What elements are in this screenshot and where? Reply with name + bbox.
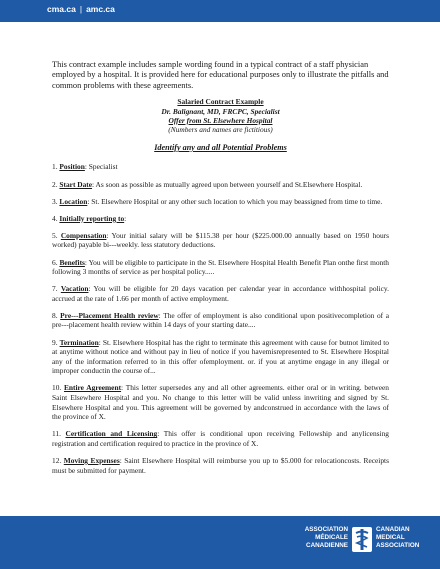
contract-doctor: Dr. Balignant, MD, FRCPC, Specialist (161, 106, 280, 116)
clause-item (52, 383, 389, 421)
clause-text: : As soon as possible as mutually agreed upon between yourself and St.Elsewhere Hospital. (92, 179, 363, 189)
header-links (47, 4, 115, 14)
clause-text: : St. Elsewhere Hospital has the right to terminate this agreement with cause for butnot limited to at anytime without notice and without pay in lieu of notice if you havemisrepresented to St. Elsewhere Hospital any of the information referred to in this offer ofemployment. or. if you at anytime engage in any illegal or improper conductin the course of... (52, 337, 389, 376)
clause-text: : You will be eligible to participate in the St. Elsewhere Hospital Health Benefit Plan onthe first month following 3 months of service as per hospital policy..... (52, 257, 389, 277)
contract-note: (Numbers and names are fictitious) (168, 125, 273, 135)
clause-heading: Benefits (59, 257, 85, 267)
clause-heading: Compensation (60, 230, 107, 240)
clause-item (52, 197, 389, 207)
clause-heading: Initially reporting to (59, 213, 125, 223)
clause-text: : This letter supersedes any and all other agreements. either oral or in writing. between Saint Elsewhere Hospital and you. No change to this letter will be valid unless inwriting and signed by St. Elsewhere Hospital and you. This agreement will be governed by andconstrued in accordance with the laws of the province of X. (52, 383, 389, 422)
clause-heading: Entire Agreement (63, 383, 122, 393)
footer-logo-english (376, 526, 438, 550)
footer-left-line2: MÉDICALE (315, 534, 348, 541)
clause-number: 3. (52, 196, 58, 206)
document-body (52, 60, 389, 483)
clause-item (52, 456, 389, 475)
clause-item (52, 214, 389, 224)
clause-item (52, 284, 389, 303)
clause-list (52, 162, 389, 475)
intro-paragraph: This contract example includes sample wording found in a typical contract of a staff physician employed by a hospital. It is provided here for educational purposes only to illustrate the pitfalls and common problems with these agreements. (52, 60, 389, 90)
footer-right-line1: CANADIAN (376, 526, 410, 533)
clause-heading: Certification and Licensing (65, 429, 158, 439)
clause-heading: Pre---Placement Health review (60, 310, 159, 320)
clause-number: 4. (52, 213, 58, 223)
caduceus-emblem-icon (351, 526, 373, 553)
clause-text: : The offer of employment is also conditional upon positivecompletion of a pre---placement health review within 14 days of your starting date.... (52, 310, 389, 330)
amc-link[interactable]: amc.ca (86, 4, 115, 14)
clause-item (52, 429, 389, 448)
clause-text: : Saint Elsewhere Hospital will reimburse you up to $5.000 for relocationcosts. Receipts must be submitted for payment. (52, 456, 389, 475)
clause-heading: Location (59, 196, 88, 206)
footer-right-line2: MEDICAL (376, 534, 405, 541)
footer-left-line3: CANADIENNE (306, 542, 348, 549)
clause-heading: Start Date (59, 179, 93, 189)
clause-number: 2. (52, 179, 58, 189)
contract-offer: Offer from St. Elsewhere Hospital (168, 116, 273, 126)
clause-item (52, 258, 389, 277)
footer-left-line1: ASSOCIATION (304, 526, 348, 533)
header-separator: | (79, 4, 83, 14)
clause-item (52, 162, 389, 172)
clause-heading: Position (59, 162, 85, 172)
footer-bar (0, 516, 440, 569)
clause-item (52, 338, 389, 376)
clause-number: 9. (52, 337, 58, 347)
cma-link[interactable]: cma.ca (47, 4, 76, 14)
clause-text: : St. Elsewhere Hospital or any other such location to which you may beassigned from time to time. (87, 196, 383, 206)
clause-heading: Termination (59, 337, 99, 347)
footer-right-line3: ASSOCIATION (376, 542, 420, 549)
header-bar (0, 0, 440, 22)
clause-number: 10. (52, 383, 62, 393)
clause-item (52, 311, 389, 330)
identify-heading: Identify any and all Potential Problems (154, 142, 287, 152)
clause-text: : Specialist (84, 162, 118, 172)
clause-number: 7. (52, 284, 58, 294)
contract-title: Salaried Contract Example (177, 97, 264, 107)
clause-heading: Vacation (60, 284, 89, 294)
clause-number: 12. (52, 456, 62, 465)
clause-text: : This offer is conditional upon receiving Fellowship and anylicensing registration and certification required to practice in the province of X. (52, 429, 389, 448)
clause-text: : (124, 213, 127, 223)
clause-heading: Moving Expenses (63, 456, 120, 465)
clause-number: 8. (52, 310, 58, 320)
footer-logo-french (274, 526, 348, 550)
clause-number: 1. (52, 162, 58, 172)
clause-number: 6. (52, 257, 58, 267)
clause-item (52, 180, 389, 190)
clause-number: 5. (52, 230, 58, 240)
clause-item (52, 231, 389, 250)
clause-text: : Your initial salary will be $115.38 per hour ($225.000.00 annually based on 1950 hours worked) payable bi---weekly. less statutory deductions. (52, 230, 389, 250)
clause-text: : You will be eligible for 20 days vacation per calendar year in accordance withhospital policy. accrued at the rate of 1.66 per month of active employment. (52, 284, 389, 303)
clause-number: 11. (52, 429, 61, 439)
